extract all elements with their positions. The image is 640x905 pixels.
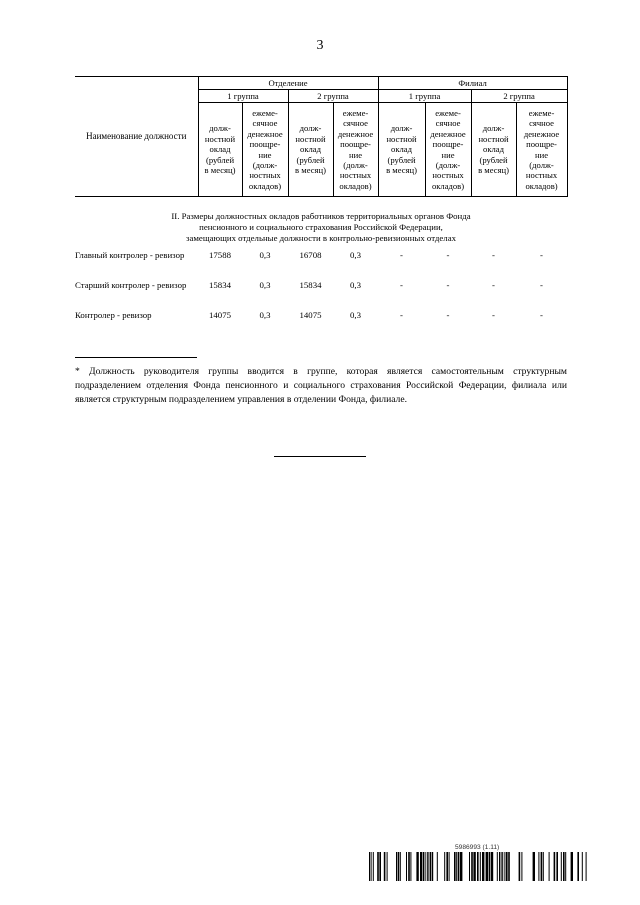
table-cell: -	[400, 280, 403, 290]
table-cell: 17588	[209, 250, 231, 260]
document-code: 5986993 (1.11)	[455, 844, 500, 851]
table-cell: -	[446, 250, 450, 260]
table-cell: 14075	[209, 310, 231, 320]
section-title	[75, 211, 567, 243]
table-row	[75, 310, 567, 340]
table-cell: -	[400, 310, 403, 320]
salary-column-header: долж- ностной оклад (рублей в месяц)	[478, 123, 509, 176]
group-header: 1 группа	[378, 90, 471, 103]
group-header: 1 группа	[198, 90, 288, 103]
page-number: 3	[316, 38, 324, 53]
table-cell: 0,3	[259, 280, 271, 290]
table-cell: 15834	[299, 280, 322, 290]
group-header: 2 группа	[471, 90, 567, 103]
table-cell: -	[446, 280, 450, 290]
end-divider	[274, 456, 366, 457]
table-cell: -	[446, 310, 450, 320]
table-cell: -	[540, 310, 543, 320]
group-header: 2 группа	[288, 90, 378, 103]
salary-column-header: долж- ностной оклад (рублей в месяц)	[386, 123, 417, 176]
position-name: Старший контролер - ревизор	[75, 280, 187, 290]
footnote-divider	[75, 357, 197, 358]
table-cell: -	[540, 280, 543, 290]
salary-table-header	[75, 76, 568, 197]
bonus-column-header: ежеме- сячное денежное поощре- ние (долж- ностных окладов)	[523, 107, 560, 191]
barcode-graphic	[369, 852, 587, 881]
footnote: * Должность руководителя группы вводится в группе, которая является самостоятельным структурным подразделением отделения Фонда пенсионного и социального страхования Российской Федерации, филиала или является структурным подразделением управления в отделении Фонда, филиале.	[75, 366, 567, 405]
table-cell: 14075	[299, 310, 322, 320]
table-cell: -	[492, 250, 495, 260]
position-name: Главный контролер - ревизор	[75, 250, 185, 260]
table-row	[75, 250, 567, 280]
table-cell: 0,3	[350, 280, 361, 290]
table-cell: -	[492, 280, 495, 290]
bonus-column-header: ежеме- сячное денежное поощре- ние (долж- ностных окладов)	[430, 107, 466, 191]
position-name: Контролер - ревизор	[75, 310, 152, 320]
table-cell: 15834	[209, 280, 231, 290]
table-row	[75, 280, 567, 310]
section-title-line: замещающих отдельные должности в контрольно-ревизионных отделах	[185, 232, 456, 243]
bonus-column-header: ежеме- сячное денежное поощре- ние (долж- ностных окладов)	[337, 107, 374, 191]
branch-header-filial: Филиал	[378, 77, 567, 90]
section-title-line: пенсионного и социального страхования Российской Федерации,	[199, 221, 443, 232]
salary-column-header: долж- ностной оклад (рублей в месяц)	[204, 123, 236, 176]
branch-header-department: Отделение	[198, 77, 378, 90]
salary-table-body	[75, 250, 567, 340]
table-cell: 0,3	[259, 310, 271, 320]
section-title-line: II. Размеры должностных окладов работников территориальных органов Фонда	[171, 211, 471, 221]
position-header: Наименование должности	[75, 77, 198, 197]
salary-column-header: долж- ностной оклад (рублей в месяц)	[295, 123, 326, 176]
table-cell: 0,3	[350, 310, 361, 320]
table-cell: -	[492, 310, 495, 320]
table-cell: 0,3	[350, 250, 361, 260]
bonus-column-header: ежеме- сячное денежное поощре- ние (долж- ностных окладов)	[247, 107, 283, 191]
table-cell: 16708	[299, 250, 322, 260]
table-cell: -	[540, 250, 543, 260]
table-cell: 0,3	[259, 250, 271, 260]
table-cell: -	[400, 250, 403, 260]
